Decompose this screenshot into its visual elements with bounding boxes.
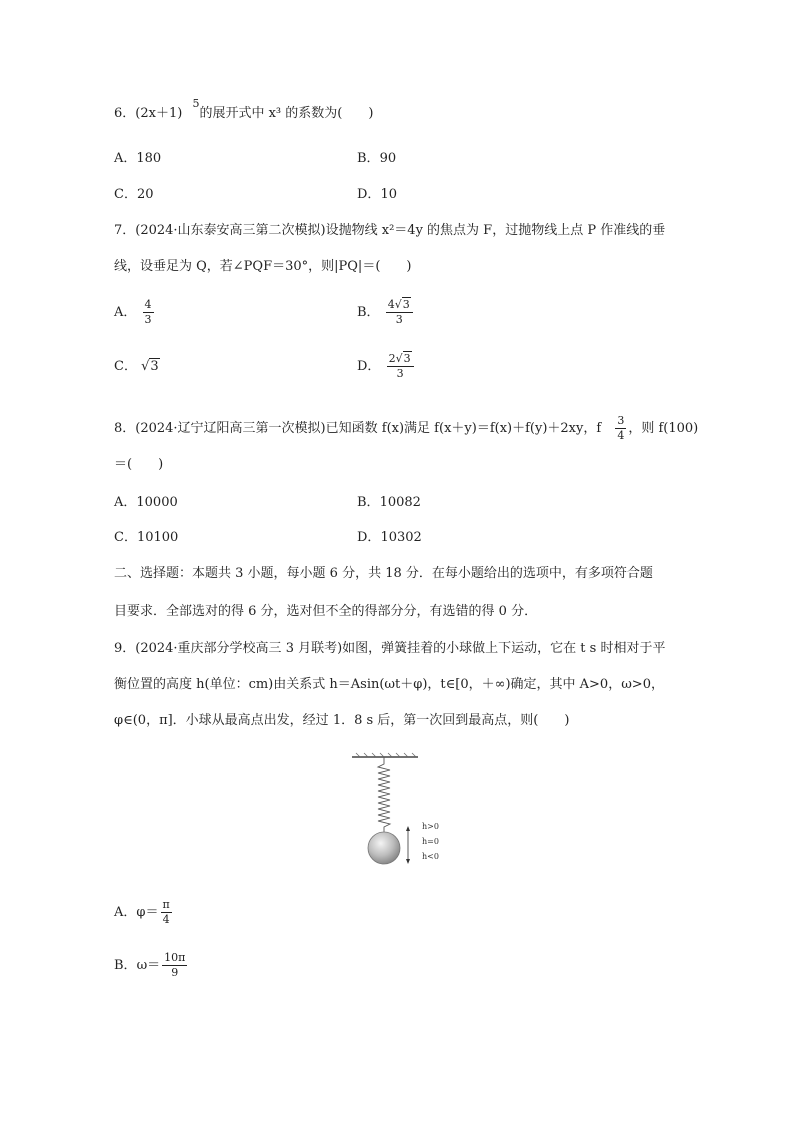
- option-value: 180: [136, 151, 162, 166]
- q8-text-b: ，则 f(100): [628, 421, 699, 436]
- fraction-numerator: [387, 352, 414, 367]
- option-value: 90: [379, 151, 397, 166]
- fraction: [143, 298, 154, 327]
- sqrt-icon: √3: [394, 298, 410, 311]
- fraction: [162, 951, 187, 980]
- fraction: [161, 898, 172, 927]
- ceiling-icon: [352, 753, 418, 757]
- fraction-numerator: 10π: [164, 951, 186, 964]
- q6-option-a[interactable]: [114, 150, 161, 168]
- spring-icon: [378, 757, 390, 832]
- fraction-denominator: 3: [395, 313, 403, 326]
- sqrt-icon: √3: [141, 359, 159, 374]
- q6-stem: [114, 97, 374, 123]
- option-value: 10100: [136, 530, 179, 545]
- option-value: 20: [136, 187, 154, 202]
- option-label: A．: [114, 151, 137, 166]
- option-label: B．: [357, 151, 380, 166]
- label-h-negative: h<0: [422, 852, 439, 861]
- q9-option-b[interactable]: [114, 951, 189, 980]
- q9-option-a[interactable]: [114, 898, 174, 927]
- q6-option-c[interactable]: [114, 186, 154, 204]
- q6-exponent: 5: [192, 97, 200, 110]
- q6-number: 6．: [114, 106, 136, 121]
- radicand: 3: [403, 352, 411, 365]
- fraction: [387, 352, 414, 381]
- q7-option-b[interactable]: [357, 298, 415, 327]
- option-value: 10: [380, 187, 397, 202]
- fraction-denominator: 4: [162, 913, 170, 926]
- q8-option-d[interactable]: [357, 529, 422, 547]
- option-label: A．: [114, 305, 137, 320]
- ball-icon: [368, 832, 400, 864]
- q9-stem-line2: 衡位置的高度 h(单位：cm)由关系式 h＝Asin(ωt＋φ)，t∈[0，＋∞)确定，其中 A>0，ω>0，: [114, 677, 664, 692]
- option-lhs: ω＝: [136, 958, 161, 973]
- q6-option-b[interactable]: [357, 150, 396, 168]
- option-label: C．: [114, 530, 137, 545]
- radicand: 3: [402, 298, 410, 311]
- fraction-denominator: 3: [396, 367, 404, 380]
- option-label: A．: [114, 905, 137, 920]
- fraction-denominator: 3: [144, 313, 152, 326]
- option-label: D．: [357, 187, 381, 202]
- q7-option-d[interactable]: [357, 352, 416, 381]
- q6-text: 的展开式中 x³ 的系数为( ): [199, 106, 374, 121]
- fraction-numerator: 4: [144, 298, 152, 311]
- q6-expression: (2x＋1): [135, 106, 183, 121]
- q8-stem-line1: [114, 414, 698, 443]
- option-label: B．: [357, 305, 380, 320]
- q7-option-c[interactable]: [114, 358, 160, 376]
- q8-option-c[interactable]: [114, 529, 178, 547]
- q7-stem-line1: 7．(2024·山东泰安高三第二次模拟)设抛物线 x²＝4y 的焦点为 F，过抛物线上点 P 作准线的垂: [114, 223, 666, 238]
- q7-option-a[interactable]: [114, 298, 156, 327]
- fraction-numerator: 3: [617, 414, 625, 427]
- option-label: D．: [357, 530, 381, 545]
- label-h-positive: h>0: [422, 822, 439, 831]
- section2-heading-line1: 二、选择题：本题共 3 小题，每小题 6 分，共 18 分．在每小题给出的选项中，有多项符合题: [114, 566, 653, 581]
- q8-text-a: 8．(2024·辽宁辽阳高三第一次模拟)已知函数 f(x)满足 f(x＋y)＝f(x)＋f(y)＋2xy，f: [114, 421, 602, 436]
- q9-stem-line3: φ∈(0，π]．小球从最高点出发，经过 1．8 s 后，第一次回到最高点，则( ): [114, 713, 570, 728]
- fraction: [615, 414, 626, 443]
- option-value: 10000: [136, 495, 178, 510]
- option-label: B．: [357, 495, 380, 510]
- option-label: B．: [114, 958, 137, 973]
- option-value: 10302: [380, 530, 422, 545]
- option-label: A．: [114, 495, 137, 510]
- q7-stem-line2: 线，设垂足为 Q，若∠PQF＝30°，则|PQ|＝( ): [114, 259, 412, 274]
- q8-option-b[interactable]: [357, 494, 421, 512]
- option-label: D．: [357, 359, 381, 374]
- option-value: 10082: [379, 495, 421, 510]
- q6-option-d[interactable]: [357, 186, 397, 204]
- fraction-denominator: 9: [171, 966, 179, 979]
- q8-stem-line2: ＝( ): [114, 457, 164, 472]
- q8-option-a[interactable]: [114, 494, 178, 512]
- fraction: [386, 298, 413, 327]
- fraction-numerator: [386, 298, 413, 313]
- fraction-numerator: π: [162, 898, 170, 911]
- radicand: 3: [150, 359, 159, 374]
- q9-stem-line1: 9．(2024·重庆部分学校高三 3 月联考)如图，弹簧挂着的小球做上下运动，它在 t s 时相对于平: [114, 641, 666, 656]
- section2-heading-line2: 目要求．全部选对的得 6 分，选对但不全的得部分分，有选错的得 0 分．: [114, 604, 538, 619]
- option-lhs: φ＝: [136, 905, 159, 920]
- coefficient: 4: [387, 298, 395, 311]
- label-h-zero: h=0: [422, 837, 439, 846]
- fraction-denominator: 4: [617, 429, 625, 442]
- option-label: C．: [114, 359, 137, 374]
- coefficient: 2: [388, 352, 396, 365]
- spring-ball-figure: [350, 752, 450, 872]
- sqrt-icon: √3: [395, 352, 411, 365]
- option-label: C．: [114, 187, 137, 202]
